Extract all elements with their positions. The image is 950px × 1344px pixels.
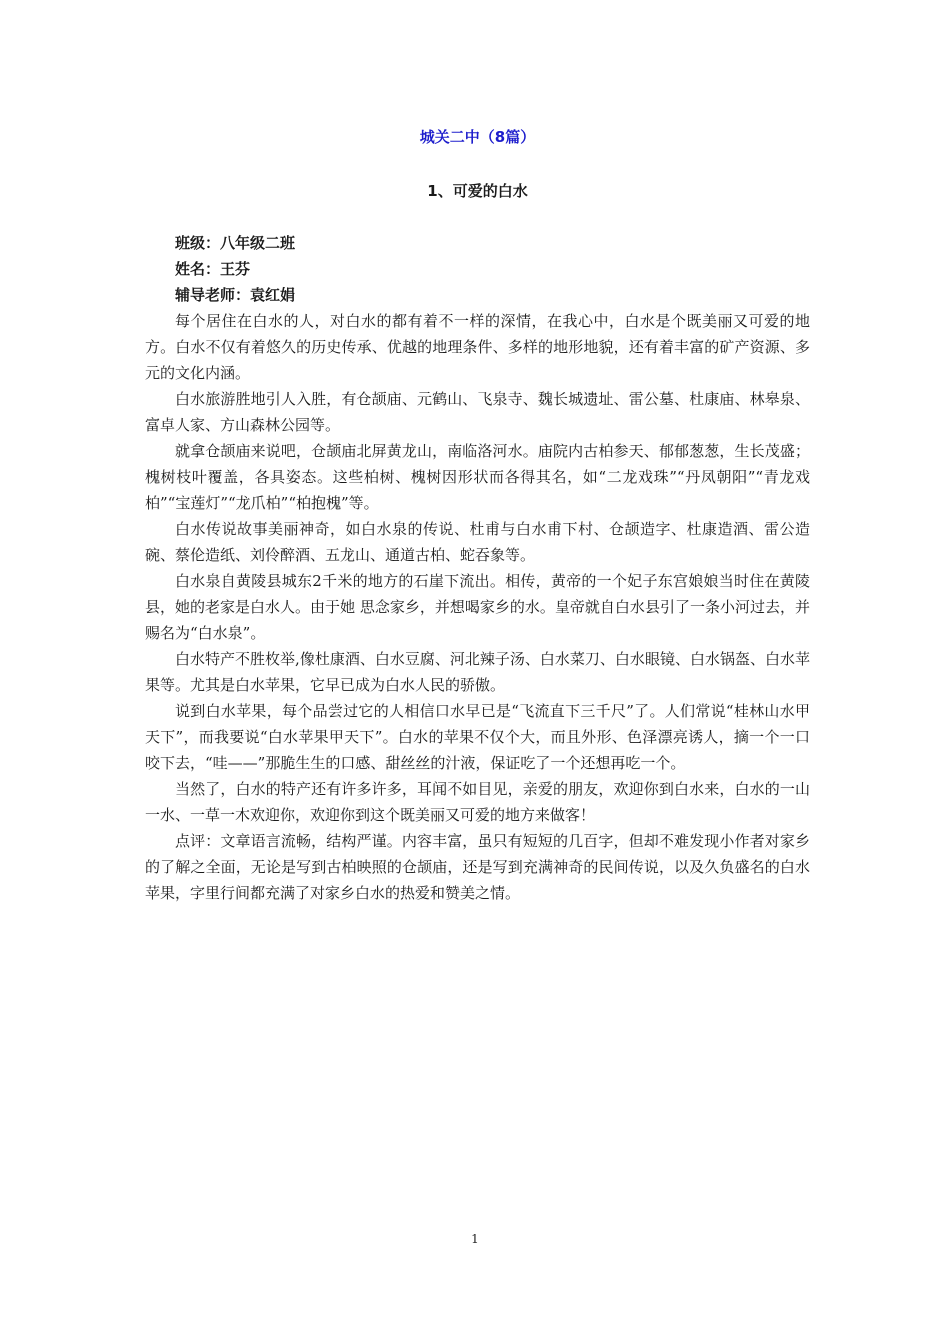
body-paragraph: 说到白水苹果，每个品尝过它的人相信口水早已是“飞流直下三千尺”了。人们常说“桂林山水甲天下”，而我要说“白水苹果甲天下”。白水的苹果不仅个大，而且外形、色泽漂亮诱人，摘一个一口咬下去，“哇——”那脆生生的口感、甜丝丝的汁液，保证吃了一个还想再吃一个。 xyxy=(145,702,810,772)
section-title: 城关二中（8篇） xyxy=(419,128,536,146)
document-body xyxy=(145,120,810,906)
author-name-line: 姓名：王芬 xyxy=(175,260,251,278)
body-paragraph: 每个居住在白水的人，对白水的都有着不一样的深情，在我心中，白水是个既美丽又可爱的地方。白水不仅有着悠久的历史传承、优越的地理条件、多样的地形地貌，还有着丰富的矿产资源、多元的文化内涵。 xyxy=(145,312,810,382)
page-number: 1 xyxy=(471,1232,479,1246)
body-paragraph: 白水特产不胜枚举,像杜康酒、白水豆腐、河北辣子汤、白水菜刀、白水眼镜、白水锅盔、白水苹果等。尤其是白水苹果，它早已成为白水人民的骄傲。 xyxy=(145,650,810,694)
teacher-comment: 点评：文章语言流畅，结构严谨。内容丰富，虽只有短短的几百字，但却不难发现小作者对家乡的了解之全面，无论是写到古柏映照的仓颉庙，还是写到充满神奇的民间传说，以及久负盛名的白水苹果，字里行间都充满了对家乡白水的热爱和赞美之情。 xyxy=(145,832,810,902)
class-line: 班级：八年级二班 xyxy=(175,234,296,252)
body-paragraph: 白水泉自黄陵县城东2千米的地方的石崖下流出。相传，黄帝的一个妃子东宫娘娘当时住在黄陵县，她的老家是白水人。由于她 思念家乡，并想喝家乡的水。皇帝就自白水县引了一条小河过去，并赐名为“白水泉”。 xyxy=(145,572,810,642)
body-paragraph: 当然了，白水的特产还有许多许多，耳闻不如目见，亲爱的朋友，欢迎你到白水来，白水的一山一水、一草一木欢迎你，欢迎你到这个既美丽又可爱的地方来做客！ xyxy=(145,780,810,824)
body-paragraph: 白水传说故事美丽神奇，如白水泉的传说、杜甫与白水甫下村、仓颉造字、杜康造酒、雷公造碗、蔡伦造纸、刘伶醉酒、五龙山、通道古柏、蛇吞象等。 xyxy=(145,520,810,564)
body-paragraph: 就拿仓颉庙来说吧，仓颉庙北屏黄龙山，南临洛河水。庙院内古柏参天、郁郁葱葱，生长茂盛；槐树枝叶覆盖，各具姿态。这些柏树、槐树因形状而各得其名，如“二龙戏珠”“丹凤朝阳”“青龙戏柏”“宝莲灯”“龙爪柏”“柏抱槐”等。 xyxy=(145,442,810,512)
teacher-line: 辅导老师：袁红娟 xyxy=(175,286,296,304)
article-title: 1、可爱的白水 xyxy=(427,182,528,200)
body-paragraph: 白水旅游胜地引人入胜，有仓颉庙、元鹤山、飞泉寺、魏长城遗址、雷公墓、杜康庙、林皋泉、富卓人家、方山森林公园等。 xyxy=(145,390,810,434)
